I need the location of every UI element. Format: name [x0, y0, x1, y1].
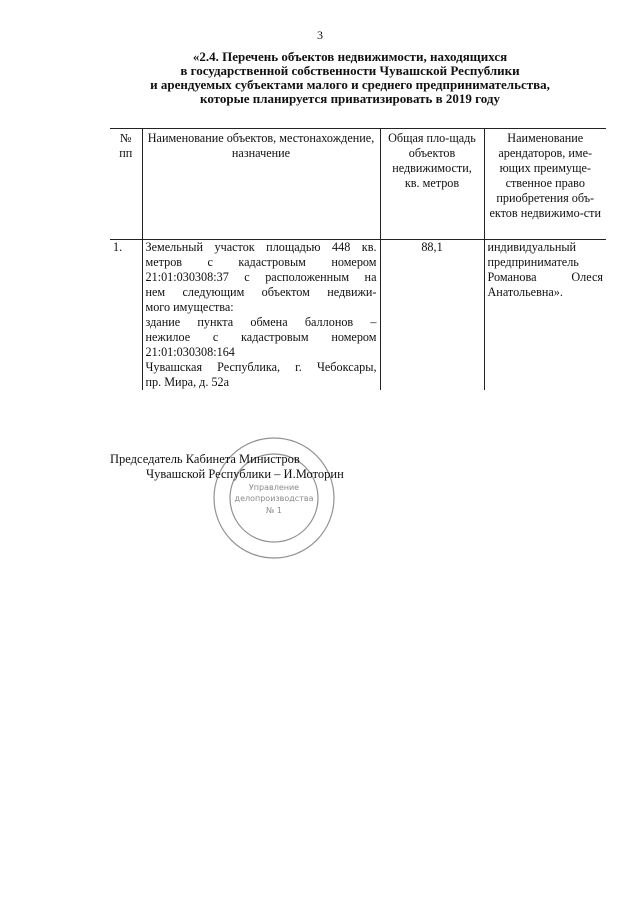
description-line: нем следующим объектом недвижи-: [145, 285, 377, 299]
row-area: 88,1: [380, 240, 484, 391]
signature-block: [110, 452, 344, 482]
title-line: в государственной собственности Чувашской Республики: [180, 63, 520, 78]
row-number: 1.: [110, 240, 142, 391]
description-line: нежилое с кадастровым номером: [145, 330, 377, 344]
header-area: Общая пло-щадь объектов недвижимости, кв. метров: [380, 129, 484, 240]
objects-table: [110, 128, 606, 390]
stamp-line: № 1: [266, 506, 282, 515]
table-header-row: [110, 129, 606, 240]
row-description: [142, 240, 380, 391]
description-line: мого имущества:: [145, 300, 234, 314]
tenant-line: предприниматель: [487, 255, 579, 269]
table-row: [110, 240, 606, 391]
signatory-republic: Чувашской Республики: [146, 467, 272, 481]
header-tenants: Наименование арендаторов, име-ющих преимуще-ственное право приобретения объ-ектов недвижимо-сти: [484, 129, 606, 240]
description-line: Земельный участок площадью 448 кв.: [145, 240, 377, 254]
title-line: «2.4. Перечень объектов недвижимости, находящихся: [192, 49, 508, 64]
description-line: метров с кадастровым номером: [145, 255, 377, 269]
description-line: пр. Мира, д. 52а: [145, 375, 230, 389]
description-line: 21:01:030308:37 с расположенным на: [145, 270, 377, 284]
stamp-line: делопроизводства: [234, 494, 314, 503]
document-title: [120, 50, 580, 106]
description-line: Чувашская Республика, г. Чебоксары,: [145, 360, 377, 374]
title-line: и арендуемых субъектами малого и среднего предпринимательства,: [150, 77, 550, 92]
tenant-line: Романова Олеся: [487, 270, 603, 284]
header-object-name: Наименование объектов, местонахождение, назначение: [142, 129, 380, 240]
tenant-line: Анатольевна».: [487, 285, 563, 299]
description-line: здание пункта обмена баллонов –: [145, 315, 377, 329]
signature-dash: –: [274, 467, 284, 481]
stamp-line: Управление: [248, 483, 300, 492]
signatory-name: И.Моторин: [283, 467, 344, 481]
title-line: которые планируется приватизировать в 2019 году: [200, 91, 500, 106]
description-line: 21:01:030308:164: [145, 345, 235, 359]
signatory-line: [110, 467, 344, 482]
tenant-line: индивидуальный: [487, 240, 577, 254]
header-number: № пп: [110, 129, 142, 240]
signatory-position: Председатель Кабинета Министров: [110, 452, 300, 466]
row-tenant: [484, 240, 606, 391]
page-number: 3: [317, 28, 323, 42]
